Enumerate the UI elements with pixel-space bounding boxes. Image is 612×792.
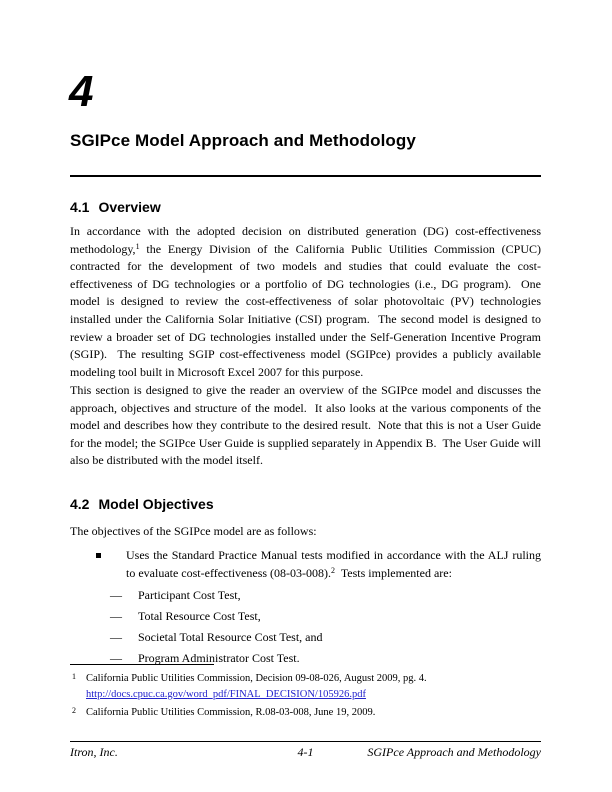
list-item-label: Total Resource Cost Test, (138, 609, 261, 623)
section-heading-4-1 (70, 199, 161, 215)
dash-marker-icon: — (110, 588, 122, 602)
footnote-text: California Public Utilities Commission, Decision 09-08-026, August 2009, pg. 4. (86, 673, 427, 684)
footnote-marker: 1 (72, 672, 76, 681)
dash-marker-icon: — (110, 609, 122, 623)
list-item-total-resource-cost-test (110, 609, 541, 624)
list-item-label: Societal Total Resource Cost Test, and (138, 630, 323, 644)
overview-paragraph-1 (70, 223, 541, 381)
section-number: 4.2 (70, 496, 90, 512)
footnote-2 (70, 705, 541, 721)
section-title: Overview (98, 199, 161, 215)
objectives-intro: The objectives of the SGIPce model are as follows: (70, 524, 317, 538)
paragraph-text: the Energy Division of the California Public Utilities Commission (CPUC) contracted for the development of two models and studies that could evaluate the cost-effectiveness of DG technologies or a portfolio of DG technologies (i.e., DG program). One model is designed to review the cost-effectiveness of solar photovoltaic (PV) technologies installed under the California Solar Initiative (CSI) program. The second model is designed to review a broader set of DG technologies installed under the Self-Generation Incentive Program (SGIP). The resulting SGIP cost-effectiveness model (SGIPce) provides a publicly available modeling tool built in Microsoft Excel 2007 for this purpose. (70, 241, 541, 379)
footer-page-number: 4-1 (297, 745, 314, 759)
footer-document-title: SGIPce Approach and Methodology (367, 745, 541, 759)
section-number: 4.1 (70, 199, 90, 215)
list-item-societal-total-resource-cost-test (110, 630, 541, 645)
footnote-reference-2: 2 (331, 565, 336, 575)
footer-company: Itron, Inc. (70, 745, 118, 759)
dash-marker-icon: — (110, 630, 122, 644)
overview-paragraph-2: This section is designed to give the reader an overview of the SGIPce model and discusses the approach, objectives and structure of the model. It also looks at the various components of the model and describes how they contribute to the desired result. Note that this is not a User Guide for the model; the SGIPce User Guide is supplied separately in Appendix B. The User Guide will also be distributed with the model itself. (70, 383, 541, 468)
footnote-marker: 2 (72, 706, 76, 715)
paragraph-text: In accordance with the adopted decision on distributed generation (DG) cost-effectiveness methodology, (70, 224, 541, 256)
footer-divider-rule (70, 741, 541, 742)
section-title: Model Objectives (98, 496, 214, 512)
title-divider-rule (70, 175, 541, 177)
list-item-label: Participant Cost Test, (138, 588, 241, 602)
footnote-hyperlink[interactable]: http://docs.cpuc.ca.gov/word_pdf/FINAL_DECISION/105926.pdf (86, 688, 366, 700)
chapter-number: 4 (69, 67, 94, 116)
bullet-text-segment: Tests implemented are: (335, 565, 452, 580)
chapter-title: SGIPce Model Approach and Methodology (70, 131, 416, 150)
objective-bullet-item (96, 547, 541, 582)
footnote-1 (70, 671, 541, 702)
list-item-participant-cost-test (110, 588, 541, 603)
footnote-separator-rule (70, 664, 214, 665)
dash-marker-icon: — (110, 651, 122, 665)
footnote-text: California Public Utilities Commission, R.08-03-008, June 19, 2009. (86, 707, 376, 718)
section-heading-4-2 (70, 496, 214, 512)
list-item-label: Program Administrator Cost Test. (138, 651, 300, 665)
bullet-text (126, 547, 541, 582)
footnote-reference-1: 1 (135, 241, 140, 251)
bullet-marker-box (96, 547, 126, 582)
bullet-text-segment: Uses the Standard Practice Manual tests modified in accordance with the ALJ ruling to evaluate cost-effectiveness (08-03-008). (126, 548, 541, 580)
square-bullet-icon (96, 553, 101, 558)
